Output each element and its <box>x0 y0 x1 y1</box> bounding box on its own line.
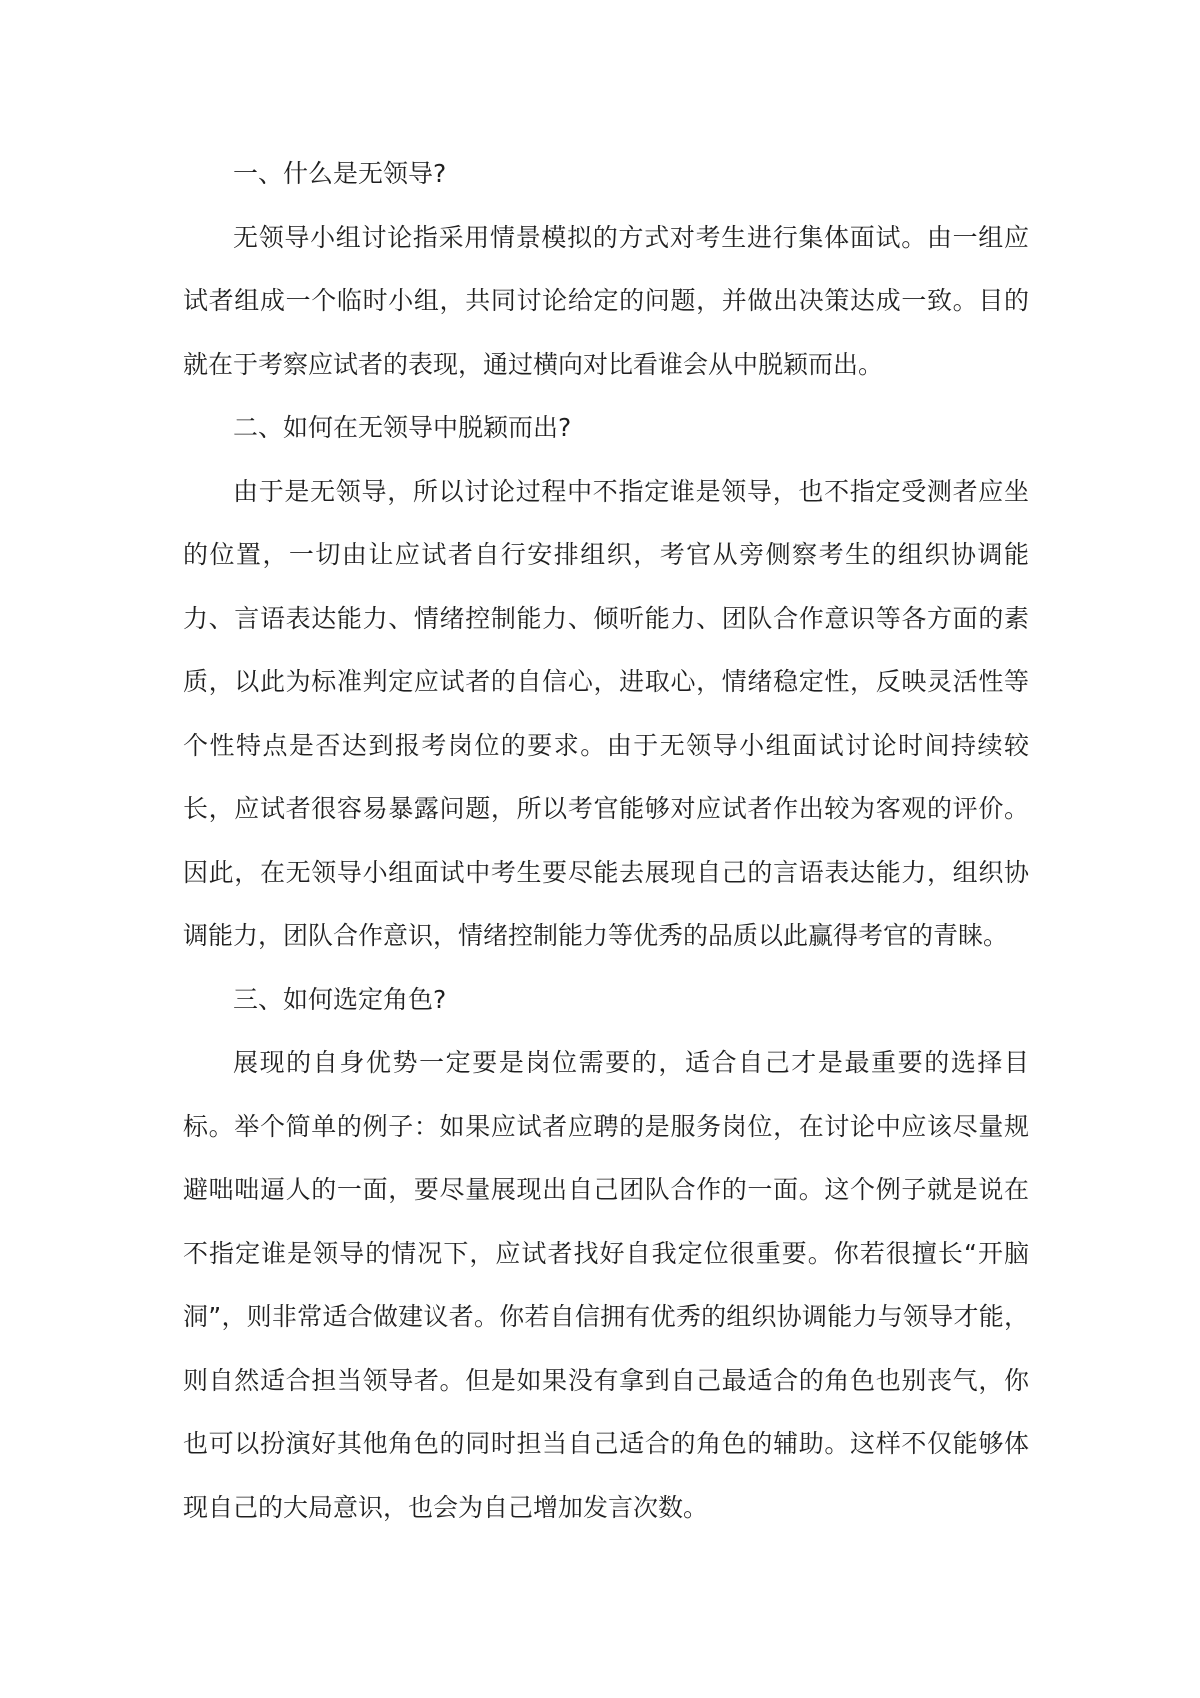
paragraph-definition: 无领导小组讨论指采用情景模拟的方式对考生进行集体面试。由一组应试者组成一个临时小组，共同讨论给定的问题，并做出决策达成一致。目的就在于考察应试者的表现，通过横向对比看谁会从中脱颖而出。 <box>183 222 1029 379</box>
paragraph-choose-role: 展现的自身优势一定要是岗位需要的，适合自己才是最重要的选择目标。举个简单的例子：如果应试者应聘的是服务岗位，在讨论中应该尽量规避咄咄逼人的一面，要尽量展现出自己团队合作的一面。这个例子就是说在不指定谁是领导的情况下，应试者找好自我定位很重要。你若很擅长“开脑洞”，则非常适合做建议者。你若自信拥有优秀的组织协调能力与领导才能，则自然适合担当领导者。但是如果没有拿到自己最适合的角色也别丧气，你也可以扮演好其他角色的同时担当自己适合的角色的辅助。这样不仅能够体现自己的大局意识，也会为自己增加发言次数。 <box>183 1048 1029 1522</box>
heading-what-is-leaderless: 一、什么是无领导? <box>233 159 447 188</box>
document-body <box>183 142 1029 1539</box>
heading-choose-role: 三、如何选定角色? <box>233 984 447 1014</box>
heading-how-to-stand-out: 二、如何在无领导中脱颖而出? <box>233 413 572 442</box>
paragraph-stand-out: 由于是无领导，所以讨论过程中不指定谁是领导，也不指定受测者应坐的位置，一切由让应试者自行安排组织，考官从旁侧察考生的组织协调能力、言语表达能力、情绪控制能力、倾听能力、团队合作意识等各方面的素质，以此为标准判定应试者的自信心，进取心，情绪稳定性，反映灵活性等个性特点是否达到报考岗位的要求。由于无领导小组面试讨论时间持续较长，应试者很容易暴露问题，所以考官能够对应试者作出较为客观的评价。因此，在无领导小组面试中考生要尽能去展现自己的言语表达能力，组织协调能力，团队合作意识，情绪控制能力等优秀的品质以此赢得考官的青睐。 <box>183 476 1029 950</box>
